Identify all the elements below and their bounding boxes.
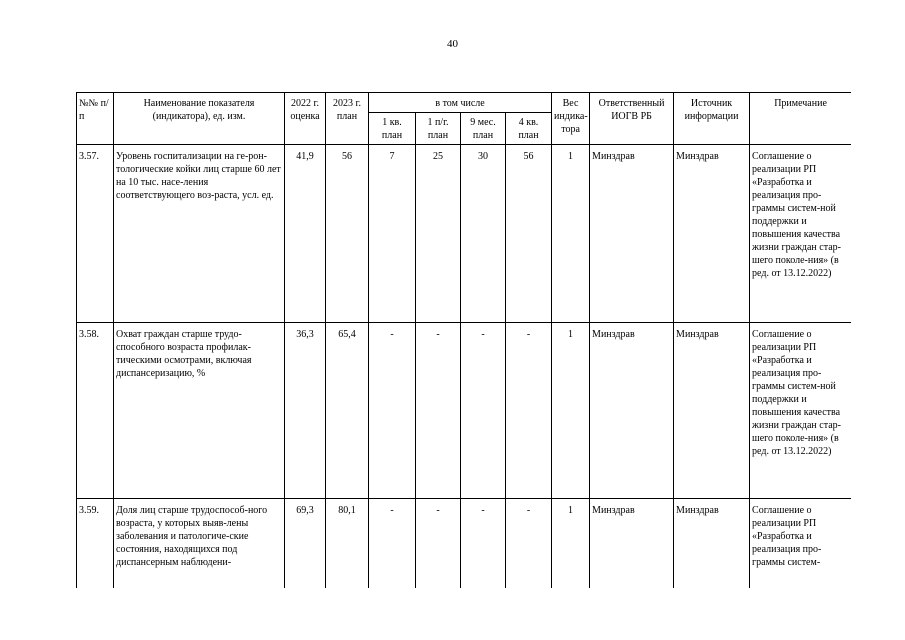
header-source: Источник информации xyxy=(674,93,750,145)
cell-9m: - xyxy=(461,499,506,589)
table-row xyxy=(77,499,852,589)
cell-note: Соглашение о реализации РП «Разработка и реализация про-граммы систем-ной поддержки и повышения качества жизни граждан стар-шего поколе-ния» (в ред. от 13.12.2022) xyxy=(750,145,851,323)
table-row xyxy=(77,145,852,323)
cell-2022: 69,3 xyxy=(285,499,326,589)
page-number: 40 xyxy=(447,38,458,50)
header-including: в том числе xyxy=(369,93,552,113)
cell-name: Уровень госпитализации на ге-ронтологические койки лиц старше 60 лет на 10 тыс. насе-ления соответствующего воз-раста, усл. ед. xyxy=(114,145,285,323)
cell-h1: 25 xyxy=(416,145,461,323)
cell-weight: 1 xyxy=(552,323,590,499)
cell-q1: - xyxy=(369,323,416,499)
cell-2023: 80,1 xyxy=(326,499,369,589)
header-q4: 4 кв. план xyxy=(506,113,552,145)
cell-name: Доля лиц старше трудоспособ-ного возраста, у которых выяв-лены заболевания и патологиче-ские состояния, находящихся под диспансерным наблюдени- xyxy=(114,499,285,589)
header-9m: 9 мес. план xyxy=(461,113,506,145)
cell-2022: 36,3 xyxy=(285,323,326,499)
header-q1: 1 кв. план xyxy=(369,113,416,145)
cell-2022: 41,9 xyxy=(285,145,326,323)
cell-responsible: Минздрав xyxy=(590,145,674,323)
cell-source: Минздрав xyxy=(674,145,750,323)
cell-source: Минздрав xyxy=(674,499,750,589)
cell-weight: 1 xyxy=(552,145,590,323)
header-h1: 1 п/г. план xyxy=(416,113,461,145)
header-2023: 2023 г. план xyxy=(326,93,369,145)
header-responsible: Ответственный ИОГВ РБ xyxy=(590,93,674,145)
cell-q4: 56 xyxy=(506,145,552,323)
cell-note: Соглашение о реализации РП «Разработка и реализация про-граммы систем-ной поддержки и повышения качества жизни граждан стар-шего поколе-ния» (в ред. от 13.12.2022) xyxy=(750,323,851,499)
cell-2023: 56 xyxy=(326,145,369,323)
header-num: №№ п/п xyxy=(77,93,114,145)
cell-q4: - xyxy=(506,499,552,589)
cell-q1: - xyxy=(369,499,416,589)
indicator-table-wrapper xyxy=(76,92,851,588)
cell-note: Соглашение о реализации РП «Разработка и реализация про-граммы систем- xyxy=(750,499,851,589)
cell-q1: 7 xyxy=(369,145,416,323)
cell-num: 3.58. xyxy=(77,323,114,499)
cell-9m: - xyxy=(461,323,506,499)
header-2022: 2022 г. оценка xyxy=(285,93,326,145)
cell-h1: - xyxy=(416,323,461,499)
cell-weight: 1 xyxy=(552,499,590,589)
cell-q4: - xyxy=(506,323,552,499)
table-row xyxy=(77,323,852,499)
cell-responsible: Минздрав xyxy=(590,323,674,499)
cell-h1: - xyxy=(416,499,461,589)
cell-responsible: Минздрав xyxy=(590,499,674,589)
header-weight: Вес индика-тора xyxy=(552,93,590,145)
header-name: Наименование показателя (индикатора), ед. изм. xyxy=(114,93,285,145)
cell-9m: 30 xyxy=(461,145,506,323)
header-note: Примечание xyxy=(750,93,851,145)
cell-name: Охват граждан старше трудо-способного возраста профилак-тическими осмотрами, включая диспансеризацию, % xyxy=(114,323,285,499)
cell-2023: 65,4 xyxy=(326,323,369,499)
indicator-table xyxy=(76,92,851,588)
cell-num: 3.57. xyxy=(77,145,114,323)
cell-num: 3.59. xyxy=(77,499,114,589)
cell-source: Минздрав xyxy=(674,323,750,499)
